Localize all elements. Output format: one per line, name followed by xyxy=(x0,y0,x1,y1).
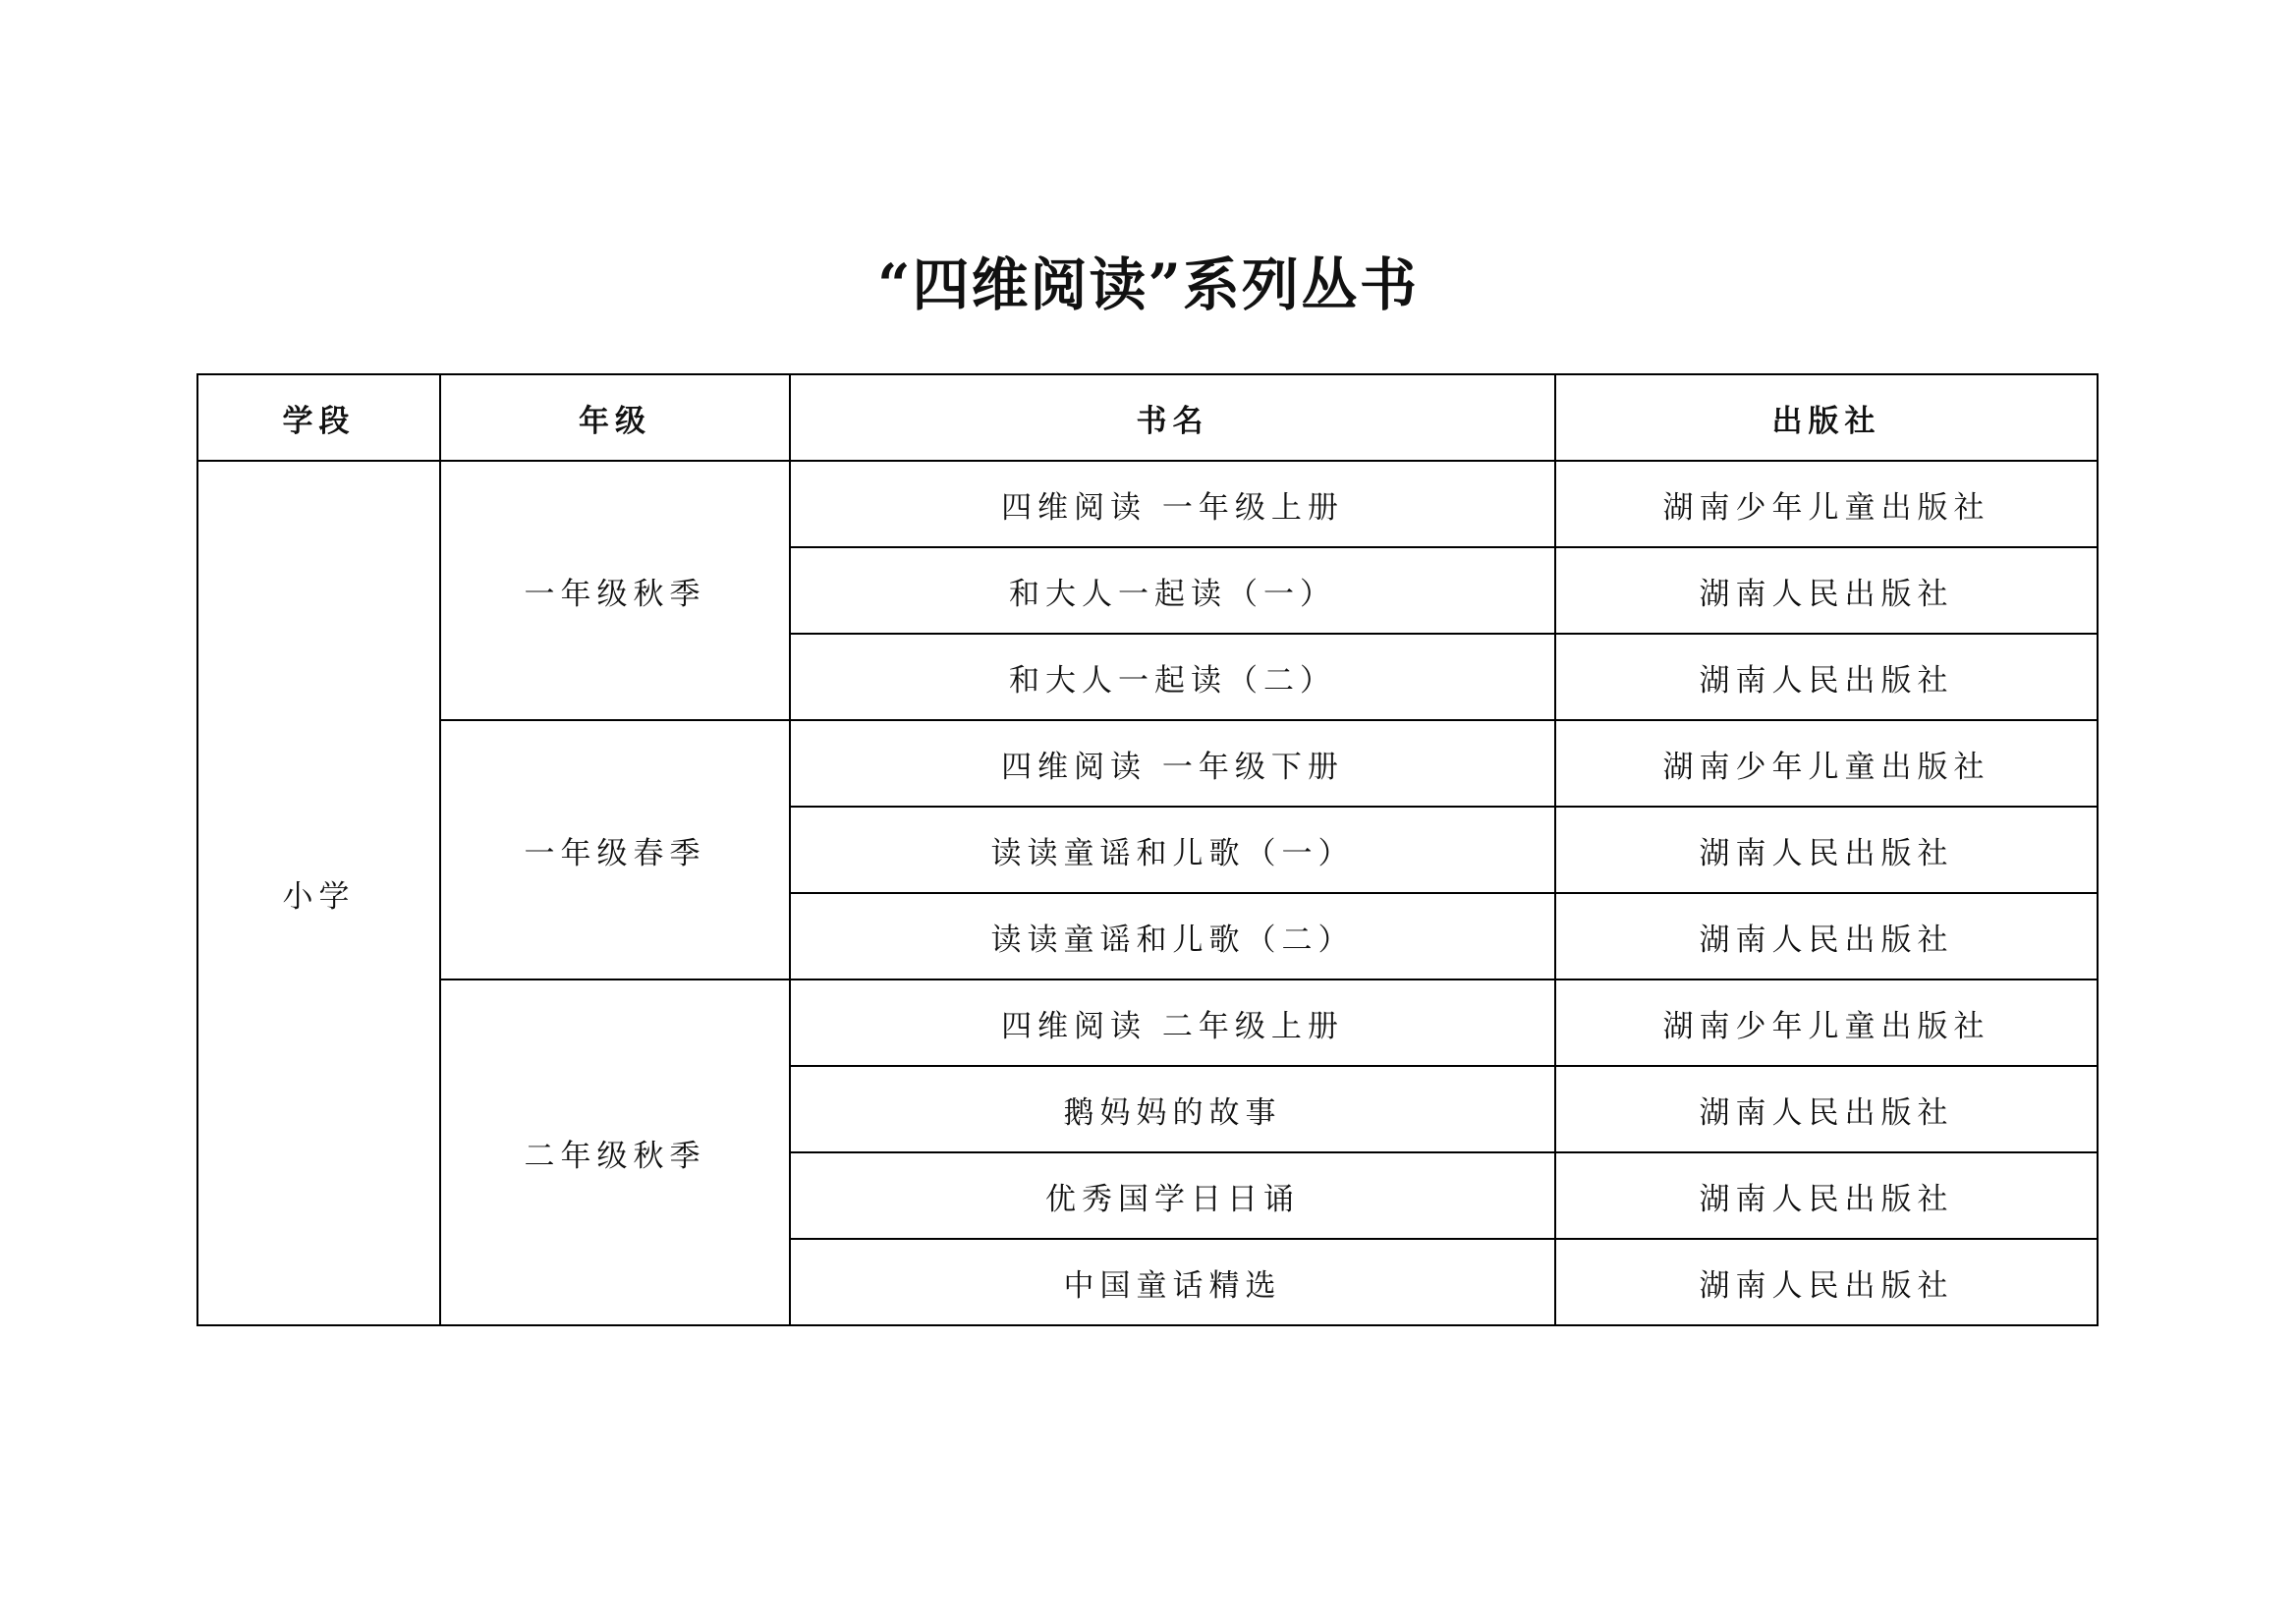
table-header-row xyxy=(197,374,2098,461)
publisher-cell: 湖南人民出版社 xyxy=(1555,1152,2098,1239)
grade-cell: 二年级秋季 xyxy=(440,979,790,1325)
book-cell: 读读童谣和儿歌（一） xyxy=(790,807,1555,893)
book-cell: 四维阅读 一年级下册 xyxy=(790,720,1555,807)
book-series-table xyxy=(196,373,2099,1326)
publisher-cell: 湖南人民出版社 xyxy=(1555,1239,2098,1325)
publisher-cell: 湖南人民出版社 xyxy=(1555,893,2098,979)
table-row xyxy=(197,979,2098,1066)
publisher-cell: 湖南少年儿童出版社 xyxy=(1555,461,2098,547)
header-book: 书名 xyxy=(790,374,1555,461)
publisher-cell: 湖南人民出版社 xyxy=(1555,634,2098,720)
book-cell: 四维阅读 二年级上册 xyxy=(790,979,1555,1066)
page-title: “四维阅读”系列丛书 xyxy=(877,252,1419,318)
publisher-cell: 湖南人民出版社 xyxy=(1555,1066,2098,1152)
header-publisher: 出版社 xyxy=(1555,374,2098,461)
header-stage: 学段 xyxy=(197,374,440,461)
book-cell: 中国童话精选 xyxy=(790,1239,1555,1325)
publisher-cell: 湖南少年儿童出版社 xyxy=(1555,979,2098,1066)
header-grade: 年级 xyxy=(440,374,790,461)
book-cell: 四维阅读 一年级上册 xyxy=(790,461,1555,547)
grade-cell: 一年级春季 xyxy=(440,720,790,979)
book-cell: 读读童谣和儿歌（二） xyxy=(790,893,1555,979)
publisher-cell: 湖南人民出版社 xyxy=(1555,807,2098,893)
grade-cell: 一年级秋季 xyxy=(440,461,790,720)
book-cell: 鹅妈妈的故事 xyxy=(790,1066,1555,1152)
publisher-cell: 湖南人民出版社 xyxy=(1555,547,2098,634)
book-cell: 和大人一起读（一） xyxy=(790,547,1555,634)
book-cell: 和大人一起读（二） xyxy=(790,634,1555,720)
stage-cell: 小学 xyxy=(197,461,440,1325)
table-row xyxy=(197,720,2098,807)
publisher-cell: 湖南少年儿童出版社 xyxy=(1555,720,2098,807)
book-cell: 优秀国学日日诵 xyxy=(790,1152,1555,1239)
table-row xyxy=(197,461,2098,547)
